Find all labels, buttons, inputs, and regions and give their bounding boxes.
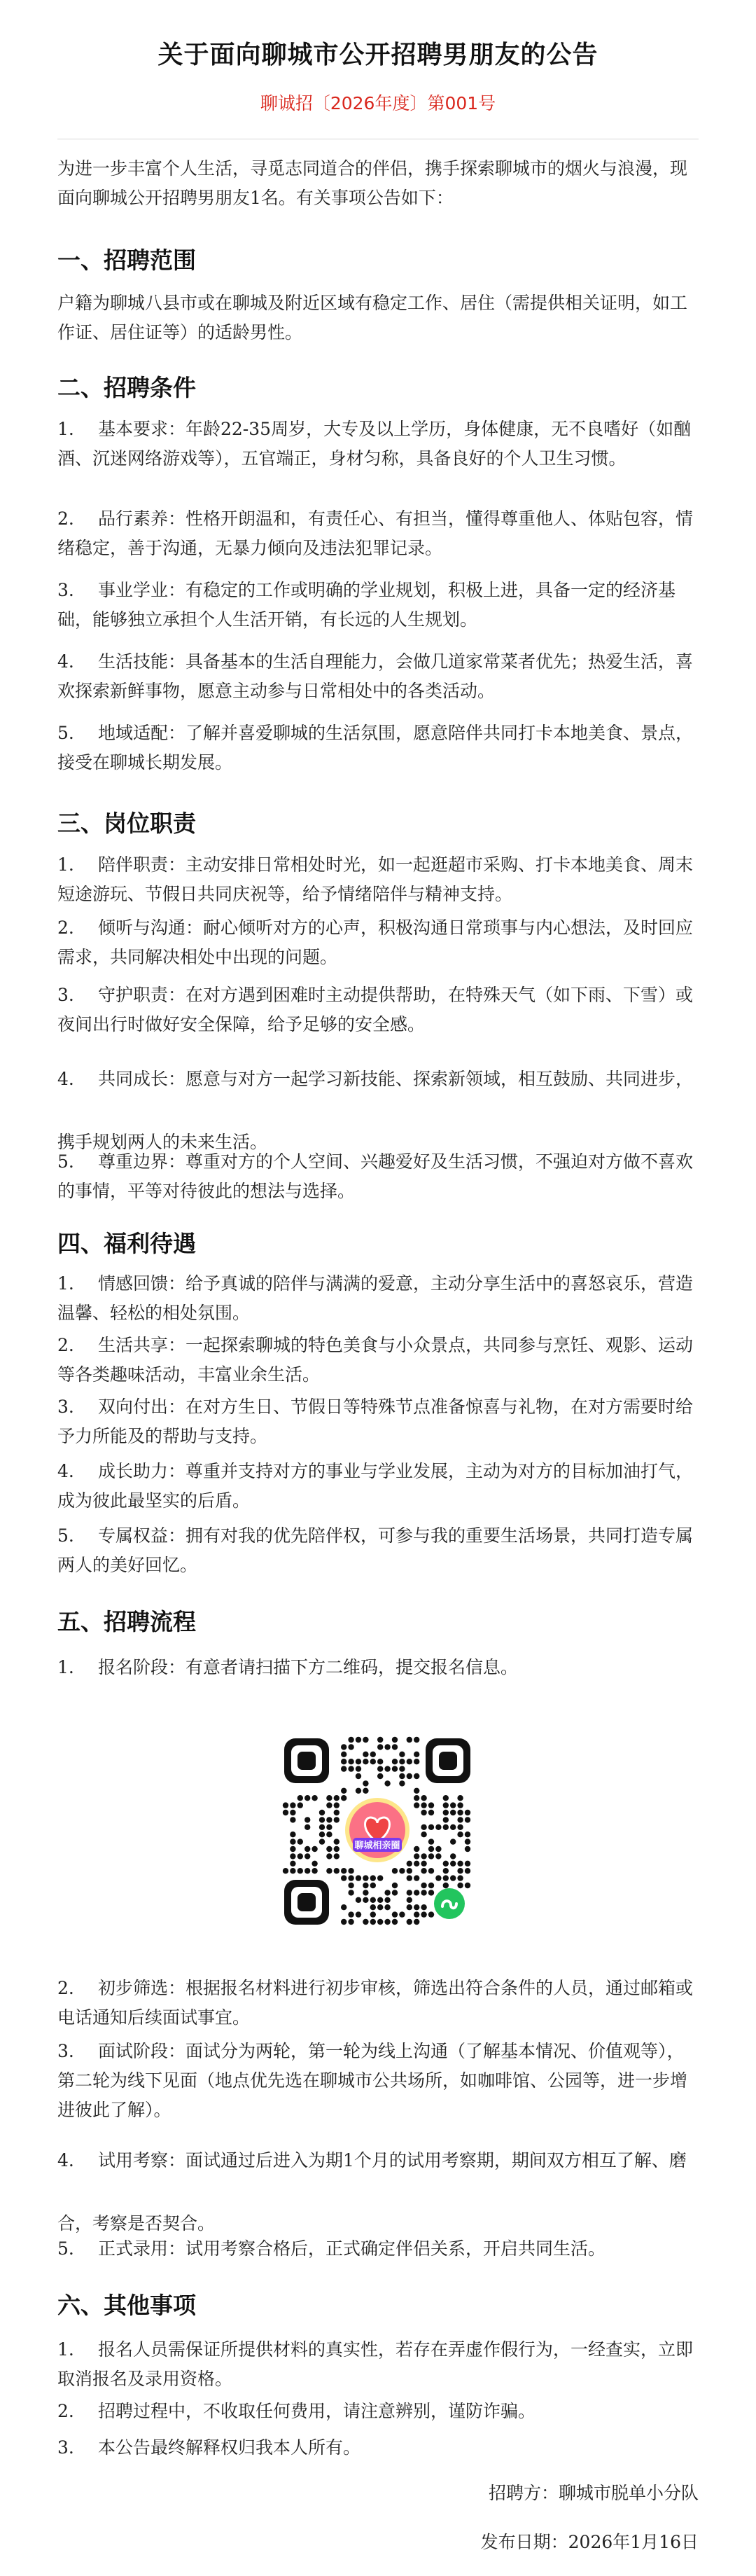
list-item: 2. 生活共享：一起探索聊城的特色美食与小众景点，共同参与烹饪、观影、运动等各类趣味活动，丰富业余生活。 (57, 1335, 694, 1385)
publish-date: 发布日期：2026年1月16日 (480, 2532, 699, 2552)
list-item: 2. 品行素养：性格开朗温和，有责任心、有担当，懂得尊重他人、体贴包容，情绪稳定，善于沟通，无暴力倾向及违法犯罪记录。 (57, 508, 694, 558)
section-heading-other: 六、其他事项 (57, 2292, 196, 2319)
list-item: 1. 报名阶段：有意者请扫描下方二维码，提交报名信息。 (57, 1657, 519, 1677)
qr-code[interactable] (274, 1729, 480, 1934)
document-number: 聊诚招〔2026年度〕第001号 (260, 93, 496, 113)
section-heading-scope: 一、招聘范围 (57, 247, 196, 274)
section-heading-benefits: 四、福利待遇 (57, 1230, 196, 1257)
list-item: 5. 尊重边界：尊重对方的个人空间、兴趣爱好及生活习惯，不强迫对方做不喜欢的事情，平等对待彼此的想法与选择。 (57, 1151, 694, 1201)
section-heading-process: 五、招聘流程 (57, 1608, 196, 1635)
list-item: 3. 守护职责：在对方遇到困难时主动提供帮助，在特殊天气（如下雨、下雪）或夜间出行时做好安全保障，给予足够的安全感。 (57, 985, 694, 1034)
list-item: 3. 面试阶段：面试分为两轮，第一轮为线上沟通（了解基本情况、价值观等），第二轮为线下见面（地点优先选在聊城市公共场所，如咖啡馆、公园等，进一步增进彼此了解）。 (57, 2041, 688, 2120)
list-item: 4. 试用考察：面试通过后进入为期1个月的试用考察期，期间双方相互了解、磨合，考察是否契合。 (57, 2150, 687, 2234)
list-item: 5. 正式录用：试用考察合格后，正式确定伴侣关系，开启共同生活。 (57, 2238, 606, 2259)
list-item: 4. 生活技能：具备基本的生活自理能力，会做几道家常菜者优先；热爱生活，喜欢探索新鲜事物，愿意主动参与日常相处中的各类活动。 (57, 651, 694, 701)
section-heading-duties: 三、岗位职责 (57, 810, 196, 837)
list-item: 2. 招聘过程中，不收取任何费用，请注意辨别，谨防诈骗。 (57, 2401, 536, 2421)
list-item: 5. 地域适配：了解并喜爱聊城的生活氛围，愿意陪伴共同打卡本地美食、景点，接受在聊城长期发展。 (57, 723, 694, 773)
list-item: 1. 陪伴职责：主动安排日常相处时光，如一起逛超市采购、打卡本地美食、周末短途游玩、节假日共同庆祝等，给予情绪陪伴与精神支持。 (57, 854, 694, 904)
qr-badge-text: 聊城相亲圈 (354, 1841, 400, 1851)
list-item: 2. 初步筛选：根据报名材料进行初步审核，筛选出符合条件的人员，通过邮箱或电话通知后续面试事宜。 (57, 1978, 694, 2028)
section-heading-requirements: 二、招聘条件 (57, 374, 196, 401)
scope-paragraph: 户籍为聊城八县市或在聊城及附近区域有稳定工作、居住（需提供相关证明，如工作证、居住证等）的适龄男性。 (57, 293, 688, 342)
page-title: 关于面向聊城市公开招聘男朋友的公告 (158, 41, 598, 69)
list-item: 3. 双向付出：在对方生日、节假日等特殊节点准备惊喜与礼物，在对方需要时给予力所能及的帮助与支持。 (57, 1397, 694, 1446)
list-item: 2. 倾听与沟通：耐心倾听对方的心声，积极沟通日常琐事与内心想法，及时回应需求，共同解决相处中出现的问题。 (57, 917, 694, 967)
intro-paragraph: 为进一步丰富个人生活，寻觅志同道合的伴侣，携手探索聊城市的烟火与浪漫，现面向聊城公开招聘男朋友1名。有关事项公告如下： (57, 158, 688, 208)
list-item: 3. 事业学业：有稳定的工作或明确的学业规划，积极上进，具备一定的经济基础，能够独立承担个人生活开销，有长远的人生规划。 (57, 580, 676, 630)
list-item: 4. 成长助力：尊重并支持对方的事业与学业发展，主动为对方的目标加油打气，成为彼此最坚实的后盾。 (57, 1461, 694, 1511)
list-item: 3. 本公告最终解释权归我本人所有。 (57, 2437, 361, 2458)
list-item: 1. 报名人员需保证所提供材料的真实性，若存在弄虚作假行为，一经查实，立即取消报名及录用资格。 (57, 2339, 694, 2389)
list-item: 5. 专属权益：拥有对我的优先陪伴权，可参与我的重要生活场景，共同打造专属两人的美好回忆。 (57, 1525, 694, 1575)
recruiter-signature: 招聘方：聊城市脱单小分队 (488, 2483, 699, 2503)
list-item: 1. 基本要求：年龄22-35周岁，大专及以上学历，身体健康，无不良嗜好（如酗酒、沉迷网络游戏等），五官端正，身材匀称，具备良好的个人卫生习惯。 (57, 419, 692, 469)
list-item: 4. 共同成长：愿意与对方一起学习新技能、探索新领域，相互鼓励、共同进步，携手规划两人的未来生活。 (57, 1069, 694, 1152)
list-item: 1. 情感回馈：给予真诚的陪伴与满满的爱意，主动分享生活中的喜怒哀乐，营造温馨、轻松的相处氛围。 (57, 1273, 694, 1323)
